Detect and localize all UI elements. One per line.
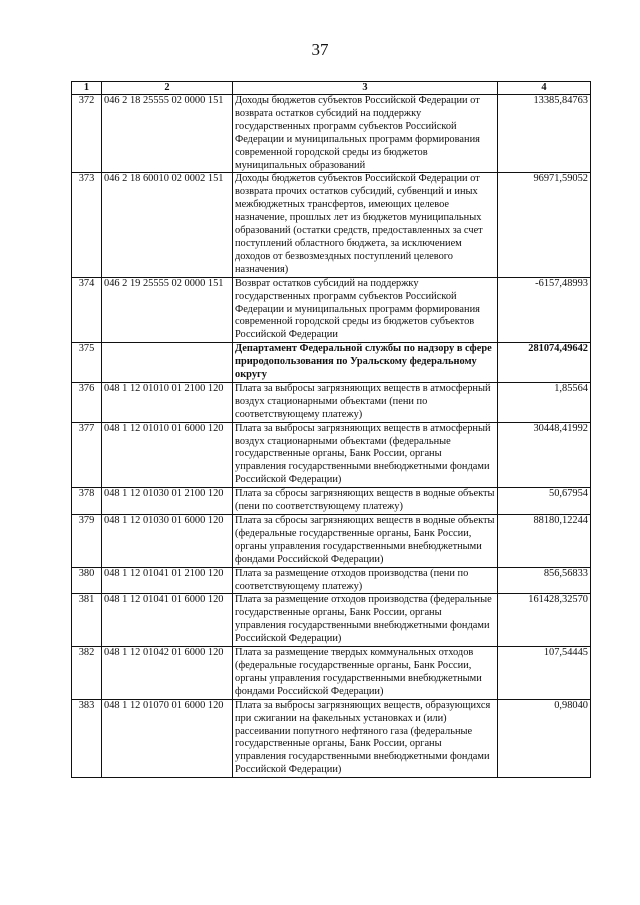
table-row [72,343,591,383]
revenue-name-cell: Доходы бюджетов субъектов Российской Федерации от возврата прочих остатков субсидий, субвенций и иных межбюджетных трансфертов, имеющих целевое назначение, прошлых лет из бюджетов муниципальных образований (остатки средств, предоставленных за счет поступлений областного бюджета, за исключением доходов от безвозмездных поступлений целевого назначения) [233,173,498,277]
table-row [72,515,591,568]
amount-cell: 107,54445 [498,647,591,700]
row-number-cell: 374 [72,277,102,343]
revenue-name-cell: Плата за размещение отходов производства (пени по соответствующему платежу) [233,567,498,594]
classification-code-cell: 046 2 19 25555 02 0000 151 [102,277,233,343]
column-header-name: 3 [233,82,498,95]
revenue-name-cell: Плата за сбросы загрязняющих веществ в водные объекты (пени по соответствующему платежу) [233,488,498,515]
row-number-cell: 377 [72,422,102,488]
amount-cell: 281074,49642 [498,343,591,383]
row-number-cell: 380 [72,567,102,594]
classification-code-cell: 046 2 18 25555 02 0000 151 [102,95,233,173]
revenue-name-cell: Плата за сбросы загрязняющих веществ в водные объекты (федеральные государственные органы, Банк России, органы управления государственными внебюджетными фондами Российской Федерации) [233,515,498,568]
table-row [72,95,591,173]
table-row [72,488,591,515]
amount-cell: 0,98040 [498,699,591,777]
row-number-cell: 372 [72,95,102,173]
revenue-name-cell: Плата за размещение отходов производства (федеральные государственные органы, Банк России, органы управления государственными внебюджетными фондами Российской Федерации) [233,594,498,647]
amount-cell: 161428,32570 [498,594,591,647]
amount-cell: 96971,59052 [498,173,591,277]
amount-cell: 13385,84763 [498,95,591,173]
amount-cell: 50,67954 [498,488,591,515]
row-number-cell: 379 [72,515,102,568]
classification-code-cell [102,343,233,383]
classification-code-cell: 048 1 12 01030 01 2100 120 [102,488,233,515]
amount-cell: 30448,41992 [498,422,591,488]
table-header-row [72,82,591,95]
classification-code-cell: 048 1 12 01030 01 6000 120 [102,515,233,568]
table-row [72,422,591,488]
table-row [72,382,591,422]
budget-table [71,81,591,778]
amount-cell: 88180,12244 [498,515,591,568]
table-row [72,173,591,277]
classification-code-cell: 048 1 12 01010 01 2100 120 [102,382,233,422]
table-row [72,699,591,777]
classification-code-cell: 048 1 12 01070 01 6000 120 [102,699,233,777]
amount-cell: -6157,48993 [498,277,591,343]
table-row [72,594,591,647]
table-row [72,277,591,343]
table-row [72,647,591,700]
revenue-name-cell: Плата за размещение твердых коммунальных отходов (федеральные государственные органы, Банк России, органы управления государственными внебюджетными фондами Российской Федерации) [233,647,498,700]
revenue-name-cell: Возврат остатков субсидий на поддержку государственных программ субъектов Российской Федерации и муниципальных программ формирования современной городской среды из бюджетов субъектов Российской Федерации [233,277,498,343]
revenue-name-cell: Плата за выбросы загрязняющих веществ в атмосферный воздух стационарными объектами (федеральные государственные органы, Банк России, органы управления государственными внебюджетными фондами Российской Федерации) [233,422,498,488]
row-number-cell: 383 [72,699,102,777]
classification-code-cell: 048 1 12 01041 01 6000 120 [102,594,233,647]
table-row [72,567,591,594]
row-number-cell: 373 [72,173,102,277]
column-header-code: 2 [102,82,233,95]
revenue-name-cell: Плата за выбросы загрязняющих веществ в атмосферный воздух стационарными объектами (пени по соответствующему платежу) [233,382,498,422]
classification-code-cell: 046 2 18 60010 02 0002 151 [102,173,233,277]
column-header-amount: 4 [498,82,591,95]
column-header-number: 1 [72,82,102,95]
row-number-cell: 381 [72,594,102,647]
amount-cell: 1,85564 [498,382,591,422]
row-number-cell: 378 [72,488,102,515]
row-number-cell: 382 [72,647,102,700]
revenue-name-cell: Доходы бюджетов субъектов Российской Федерации от возврата остатков субсидий на поддержку государственных программ субъектов Российской Федерации и муниципальных программ формирования современной городской среды из бюджетов муниципальных образований [233,95,498,173]
row-number-cell: 376 [72,382,102,422]
revenue-name-cell: Департамент Федеральной службы по надзору в сфере природопользования по Уральскому федеральному округу [233,343,498,383]
revenue-name-cell: Плата за выбросы загрязняющих веществ, образующихся при сжигании на факельных установках и (или) рассеивании попутного нефтяного газа (федеральные государственные органы, Банк России, органы управления государственными внебюджетными фондами Российской Федерации) [233,699,498,777]
classification-code-cell: 048 1 12 01010 01 6000 120 [102,422,233,488]
amount-cell: 856,56833 [498,567,591,594]
page-number: 37 [311,40,329,59]
classification-code-cell: 048 1 12 01042 01 6000 120 [102,647,233,700]
row-number-cell: 375 [72,343,102,383]
classification-code-cell: 048 1 12 01041 01 2100 120 [102,567,233,594]
